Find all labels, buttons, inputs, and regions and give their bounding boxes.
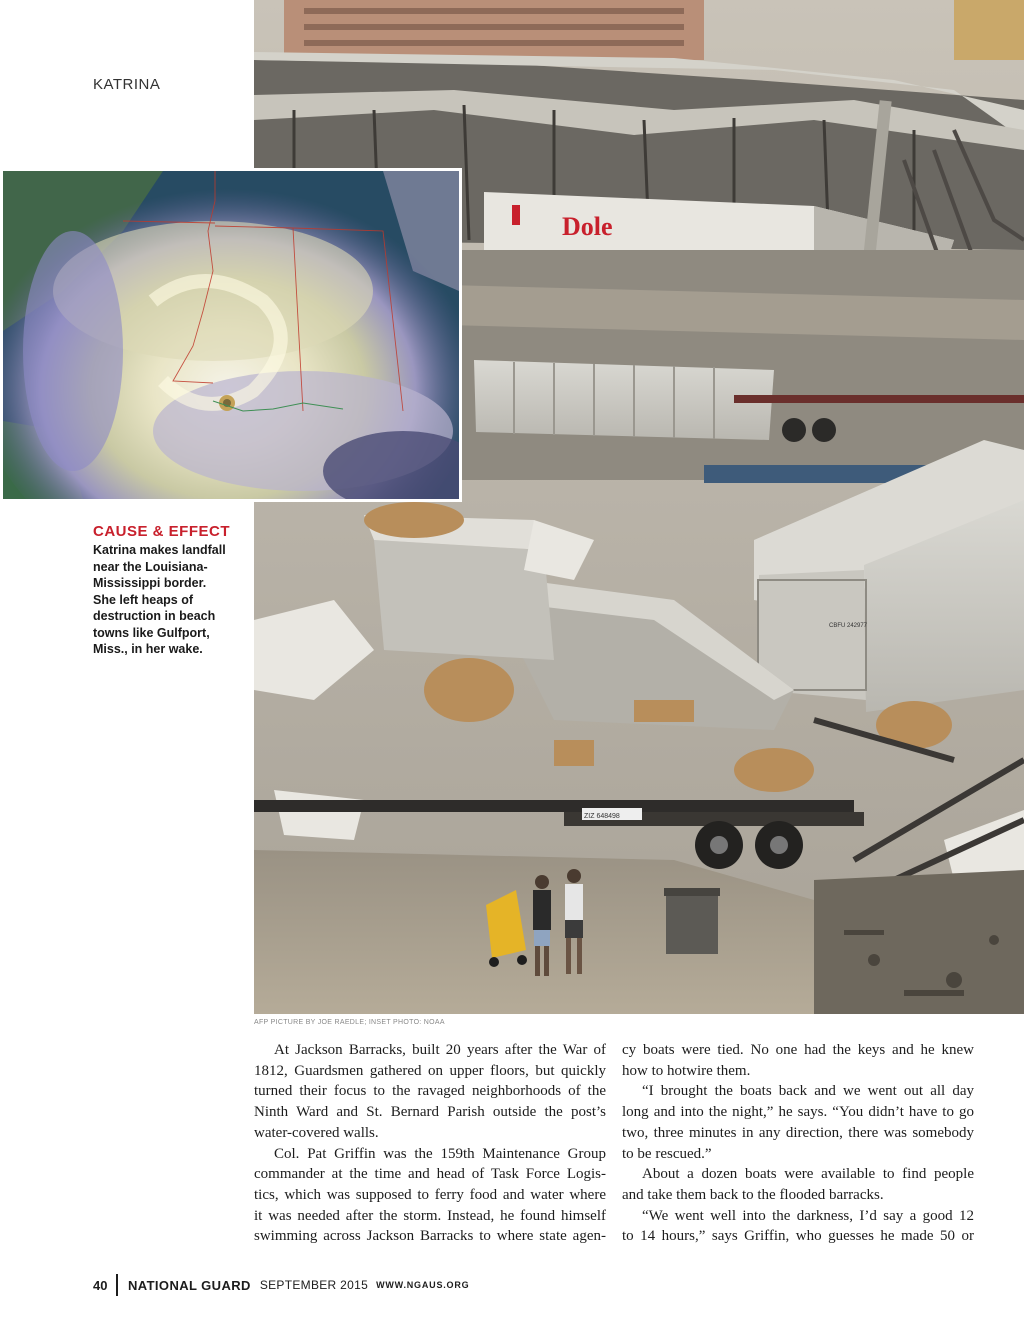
footer-divider [116,1274,118,1296]
website-link[interactable]: WWW.NGAUS.ORG [376,1280,470,1290]
page-footer [93,1275,469,1295]
page-number: 40 [93,1277,108,1293]
issue-date: SEPTEMBER 2015 [259,1278,369,1292]
section-label: KATRINA [93,76,161,93]
dole-logo: Dole [562,212,613,241]
magazine-name: NATIONAL GUARD [127,1277,251,1293]
photo-credit: AFP PICTURE BY JOE RAEDLE; INSET PHOTO: NOAA [254,1019,445,1026]
chassis-code: ZIZ 648498 [584,813,620,820]
body-column-left: At Jackson Barracks, built 20 years after the War of 1812, Guardsmen gathered on upper floors, but quickly turned their focus to the ravaged neighborhoods of the Ninth Ward and St. Bernard Parish outside the post’s water-covered walls. Col. Pat Griffin was the 159th Maintenance Group commander at the time and head of Task Force Logis- tics, which was supposed to ferry food and water where it was needed after the storm. Instead, he found himself swimming across Jackson Barracks to where state agen- [254,1042,606,1245]
trailer-code: CBFU 242977 [829,623,868,629]
caption-text: Katrina makes landfall near the Louisiana- Mississippi border. She left heaps of destruction in beach towns like Gulfport, Miss., in her wake. [93,543,226,656]
caption-title: CAUSE & EFFECT [93,523,231,540]
body-column-right: cy boats were tied. No one had the keys and he knew how to hotwire them. “I brought the boats back and we went out all day long and into the night,” he says. “You didn’t have to go two, three minutes in any direction, there was somebody to be rescued.” About a dozen boats were available to find people and take them back to the flooded barracks. “We went well into the darkness, I’d say a good 12 to 14 hours,” says Griffin, who guesses he made 50 or [622,1042,974,1245]
satellite-inset-photo [0,168,462,502]
debris-photo [254,0,1024,1014]
